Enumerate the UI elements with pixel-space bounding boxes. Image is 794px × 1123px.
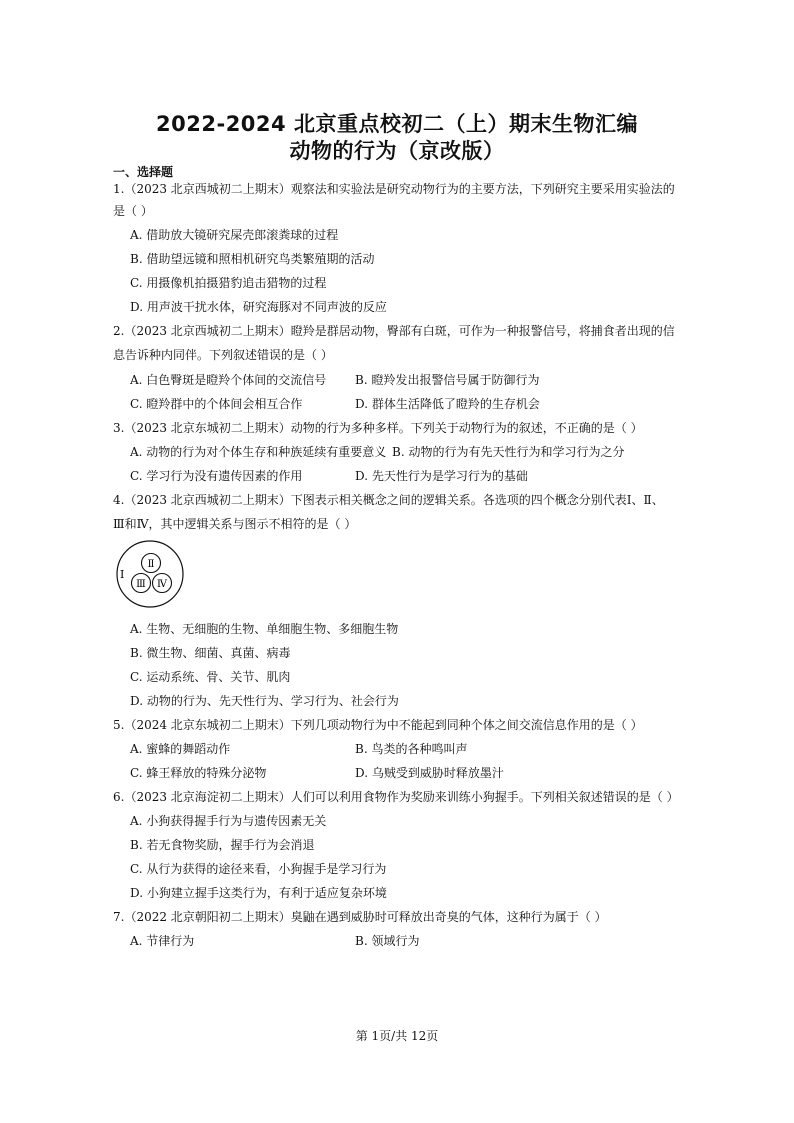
question-6-stem: 6.（2023 北京海淀初二上期末）人们可以利用食物作为奖励来训练小狗握手。下列相关叙述错误的是（ ） xyxy=(113,790,679,804)
question-2-option-c: C. 瞪羚群中的个体间会相互合作 xyxy=(130,397,303,411)
section-heading: 一、选择题 xyxy=(113,165,174,179)
page-number: 第 1页/共 12页 xyxy=(355,1029,439,1043)
question-5-option-a: A. 蜜蜂的舞蹈动作 xyxy=(130,742,231,756)
label-III: Ⅲ xyxy=(136,579,146,590)
question-5-option-d: D. 乌贼受到威胁时释放墨汁 xyxy=(355,766,504,780)
question-1-option-c: C. 用摄像机拍摄猎豹追击猎物的过程 xyxy=(130,276,327,290)
question-1-stem-cont: 是（ ） xyxy=(113,204,153,218)
question-6-option-b: B. 若无食物奖励，握手行为会消退 xyxy=(130,838,315,852)
document-title: 2022-2024 北京重点校初二（上）期末生物汇编 xyxy=(156,112,638,136)
question-7-option-b: B. 领域行为 xyxy=(355,934,420,948)
question-6-option-a: A. 小狗获得握手行为与遗传因素无关 xyxy=(130,814,327,828)
question-1-option-a: A. 借助放大镜研究屎壳郎滚粪球的过程 xyxy=(130,228,339,242)
question-2-option-a: A. 白色臀斑是瞪羚个体间的交流信号 xyxy=(130,373,327,387)
question-4-option-b: B. 微生物、细菌、真菌、病毒 xyxy=(130,646,291,660)
label-IV: Ⅳ xyxy=(157,579,167,590)
question-3-option-b: B. 动物的行为有先天性行为和学习行为之分 xyxy=(392,445,625,459)
question-2-stem-cont: 息告诉种内同伴。下列叙述错误的是（ ） xyxy=(113,348,333,362)
question-3-option-d: D. 先天性行为是学习行为的基础 xyxy=(355,469,528,483)
question-5-stem: 5.（2024 北京东城初二上期末）下列几项动物行为中不能起到同种个体之间交流信息作用的是（ ） xyxy=(113,718,643,732)
question-5-option-c: C. 蜂王释放的特殊分泌物 xyxy=(130,766,267,780)
question-1-option-d: D. 用声波干扰水体，研究海豚对不同声波的反应 xyxy=(130,300,387,314)
question-2-option-b: B. 瞪羚发出报警信号属于防御行为 xyxy=(355,373,540,387)
question-2-stem: 2.（2023 北京西城初二上期末）瞪羚是群居动物，臀部有白斑，可作为一种报警信号，将捕食者出现的信 xyxy=(113,324,675,338)
question-5-option-b: B. 鸟类的各种鸣叫声 xyxy=(355,742,468,756)
question-7-option-a: A. 节律行为 xyxy=(130,934,195,948)
label-I: Ⅰ xyxy=(120,568,125,581)
question-4-option-a: A. 生物、无细胞的生物、单细胞生物、多细胞生物 xyxy=(130,622,399,636)
label-II: Ⅱ xyxy=(147,559,155,570)
question-4-stem: 4.（2023 北京西城初二上期末）下图表示相关概念之间的逻辑关系。各选项的四个概念分别代表Ⅰ、Ⅱ、 xyxy=(113,493,664,507)
question-3-stem: 3.（2023 北京东城初二上期末）动物的行为多种多样。下列关于动物行为的叙述，不正确的是（ ） xyxy=(113,421,643,435)
question-1-option-b: B. 借助望远镜和照相机研究鸟类繁殖期的活动 xyxy=(130,252,375,266)
venn-diagram xyxy=(114,540,186,608)
question-3-option-c: C. 学习行为没有遗传因素的作用 xyxy=(130,469,303,483)
question-2-option-d: D. 群体生活降低了瞪羚的生存机会 xyxy=(355,397,540,411)
question-4-option-d: D. 动物的行为、先天性行为、学习行为、社会行为 xyxy=(130,694,399,708)
document-subtitle: 动物的行为（京改版） xyxy=(289,139,505,163)
question-6-option-c: C. 从行为获得的途径来看，小狗握手是学习行为 xyxy=(130,862,387,876)
question-1-stem: 1.（2023 北京西城初二上期末）观察法和实验法是研究动物行为的主要方法，下列研究主要采用实验法的 xyxy=(113,182,675,196)
circle-I xyxy=(117,541,183,607)
question-3-option-a: A. 动物的行为对个体生存和种族延续有重要意义 xyxy=(130,445,387,459)
question-7-stem: 7.（2022 北京朝阳初二上期末）臭鼬在遇到威胁时可释放出奇臭的气体，这种行为属于（ ） xyxy=(113,910,607,924)
question-6-option-d: D. 小狗建立握手这类行为，有利于适应复杂环境 xyxy=(130,886,387,900)
question-4-option-c: C. 运动系统、骨、关节、肌肉 xyxy=(130,670,291,684)
question-4-stem-cont: Ⅲ和Ⅳ，其中逻辑关系与图示不相符的是（ ） xyxy=(113,517,357,531)
